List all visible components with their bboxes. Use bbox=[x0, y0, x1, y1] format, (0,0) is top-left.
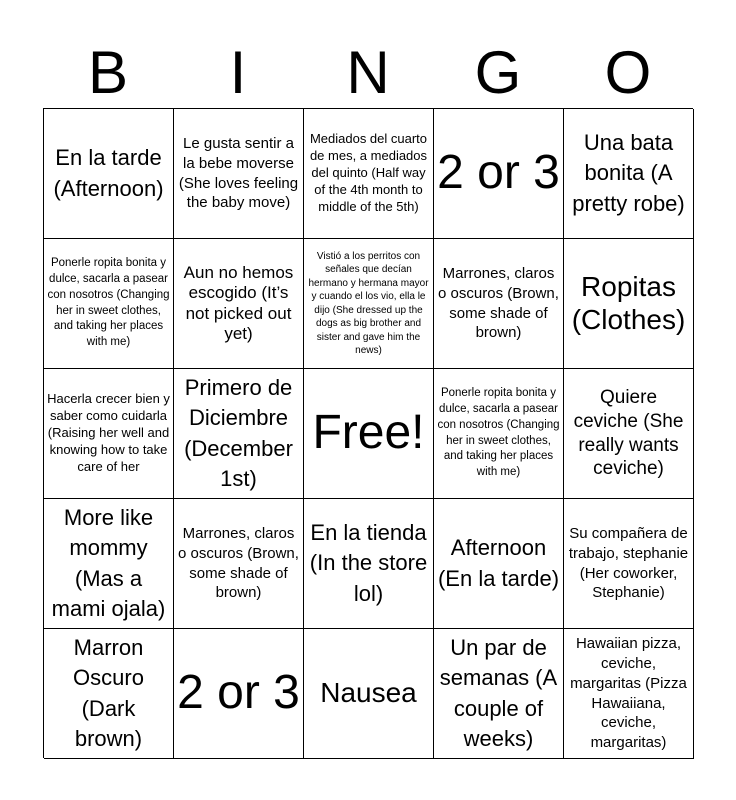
header-letter-g: G bbox=[474, 39, 522, 106]
bingo-cell-r4c2[interactable]: Marrones, claros o oscuros (Brown, some shade of brown) bbox=[174, 499, 304, 629]
bingo-cell-r1c4[interactable]: 2 or 3 bbox=[434, 109, 564, 239]
bingo-cell-r1c1[interactable]: En la tarde (Afternoon) bbox=[44, 109, 174, 239]
bingo-header bbox=[43, 40, 693, 106]
bingo-cell-r4c5[interactable]: Su compañera de trabajo, stephanie (Her coworker, Stephanie) bbox=[564, 499, 694, 629]
bingo-cell-r3c5[interactable]: Quiere ceviche (She really wants ceviche) bbox=[564, 369, 694, 499]
bingo-cell-r3c4[interactable]: Ponerle ropita bonita y dulce, sacarla a pasear con nosotros (Changing her in sweet clothes, and taking her places with me) bbox=[434, 369, 564, 499]
bingo-cell-r5c5[interactable]: Hawaiian pizza, ceviche, margaritas (Pizza Hawaiiana, ceviche, margaritas) bbox=[564, 629, 694, 759]
header-letter-o: O bbox=[604, 39, 652, 106]
header-letter-n: N bbox=[346, 39, 390, 106]
bingo-cell-r1c3[interactable]: Mediados del cuarto de mes, a mediados del quinto (Half way of the 4th month to middle of the 5th) bbox=[304, 109, 434, 239]
bingo-cell-r2c4[interactable]: Marrones, claros o oscuros (Brown, some shade of brown) bbox=[434, 239, 564, 369]
bingo-cell-r3c2[interactable]: Primero de Diciembre (December 1st) bbox=[174, 369, 304, 499]
bingo-cell-r2c5[interactable]: Ropitas (Clothes) bbox=[564, 239, 694, 369]
bingo-cell-r1c2[interactable]: Le gusta sentir a la bebe moverse (She loves feeling the baby move) bbox=[174, 109, 304, 239]
free-space-cell[interactable]: Free! bbox=[304, 369, 434, 499]
header-letter-b: B bbox=[87, 39, 129, 106]
header-letter-i: I bbox=[229, 39, 247, 106]
bingo-cell-r2c2[interactable]: Aun no hemos escogido (It’s not picked out yet) bbox=[174, 239, 304, 369]
bingo-cell-r4c1[interactable]: More like mommy (Mas a mami ojala) bbox=[44, 499, 174, 629]
bingo-cell-r3c1[interactable]: Hacerla crecer bien y saber como cuidarla (Raising her well and knowing how to take care of her bbox=[44, 369, 174, 499]
bingo-cell-r4c3[interactable]: En la tienda (In the store lol) bbox=[304, 499, 434, 629]
bingo-cell-r2c1[interactable]: Ponerle ropita bonita y dulce, sacarla a pasear con nosotros (Changing her in sweet clothes, and taking her places with me) bbox=[44, 239, 174, 369]
bingo-cell-r5c2[interactable]: 2 or 3 bbox=[174, 629, 304, 759]
bingo-cell-r5c3[interactable]: Nausea bbox=[304, 629, 434, 759]
bingo-cell-r2c3[interactable]: Vistió a los perritos con señales que decían hermano y hermana mayor y cuando el los vio, ella le dijo (She dressed up the dogs as big brother and sister and gave him the news) bbox=[304, 239, 434, 369]
bingo-cell-r4c4[interactable]: Afternoon (En la tarde) bbox=[434, 499, 564, 629]
bingo-cell-r1c5[interactable]: Una bata bonita (A pretty robe) bbox=[564, 109, 694, 239]
bingo-board bbox=[43, 108, 693, 758]
bingo-cell-r5c4[interactable]: Un par de semanas (A couple of weeks) bbox=[434, 629, 564, 759]
bingo-cell-r5c1[interactable]: Marron Oscuro (Dark brown) bbox=[44, 629, 174, 759]
